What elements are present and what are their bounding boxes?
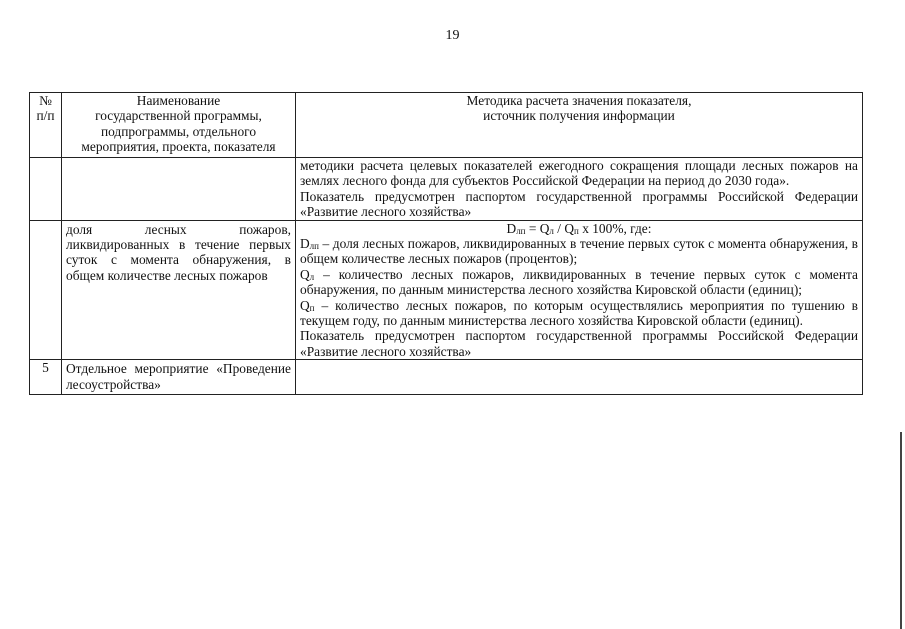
page-number: 19 [445,28,460,43]
row-number [30,220,62,360]
symbol-subscript: лп [309,241,319,252]
header-name-line-4: мероприятия, проекта, показателя [81,139,276,155]
formula-divide: / [553,220,565,236]
row-name: доля лесных пожаров, ликвидированных в течение первых суток с момента обнаружения, в общем количестве лесных пожаров [62,220,296,360]
methodology-table [29,92,863,395]
table-row [30,158,863,221]
row-name: Отдельное мероприятие «Проведение лесоустройства» [62,360,296,395]
formula-subscript: лп [516,225,526,236]
definition-text: – доля лесных пожаров, ликвидированных в течение первых суток с момента обнаружения, в общем количестве лесных пожаров (процентов); [300,236,858,267]
table-header-row [30,93,863,158]
row-method [296,158,863,221]
row-number [30,158,62,221]
definition-qp [300,298,858,329]
method-paragraph: методики расчета целевых показателей ежегодного сокращения площади лесных пожаров на землях лесного фонда для субъектов Российской Федерации на период до 2030 года». [300,158,858,189]
header-name-line-1: Наименование [136,93,221,108]
symbol: Q [300,297,310,313]
definition-d [300,236,858,267]
header-name-line-3: подпрограммы, отдельного [100,123,257,139]
formula-subscript: п [574,225,579,236]
table-row [30,360,863,395]
header-method-line-1: Методика расчета значения показателя, [466,93,692,108]
symbol-subscript: п [309,302,315,313]
formula-symbol-d: D [506,220,517,236]
definition-ql [300,267,858,298]
formula-symbol-q: Q [539,220,550,236]
table-row [30,220,863,360]
row-method [296,220,863,360]
symbol: D [300,236,310,252]
header-method [296,93,863,158]
symbol-subscript: л [309,271,315,282]
row-name [62,158,296,221]
formula-subscript: л [549,225,554,236]
scan-edge-line [900,432,902,629]
row-number: 5 [30,360,62,395]
formula [300,221,858,236]
definition-text: – количество лесных пожаров, ликвидированных в течение первых суток с момента обнаружения, по данным министерства лесного хозяйства Кировской области (единиц); [300,266,858,298]
header-number-line-2: п/п [36,108,55,124]
header-name [62,93,296,158]
formula-equals: = [525,220,540,236]
formula-symbol-q: Q [564,220,575,236]
method-source-note: Показатель предусмотрен паспортом государственной программы Российской Федерации «Развитие лесного хозяйства» [300,328,858,359]
definition-text: – количество лесных пожаров, по которым осуществлялись мероприятия по тушению в текущем году, по данным министерства лесного хозяйства Кировской области (единиц). [300,297,858,329]
formula-tail: x 100%, где: [578,220,652,236]
header-name-line-2: государственной программы, [95,108,262,124]
header-method-line-2: источник получения информации [483,108,675,124]
header-number-line-1: № [39,93,52,108]
method-source-note: Показатель предусмотрен паспортом государственной программы Российской Федерации «Развитие лесного хозяйства» [300,188,858,220]
symbol: Q [300,266,310,282]
row-method [296,360,863,395]
header-number [30,93,62,158]
